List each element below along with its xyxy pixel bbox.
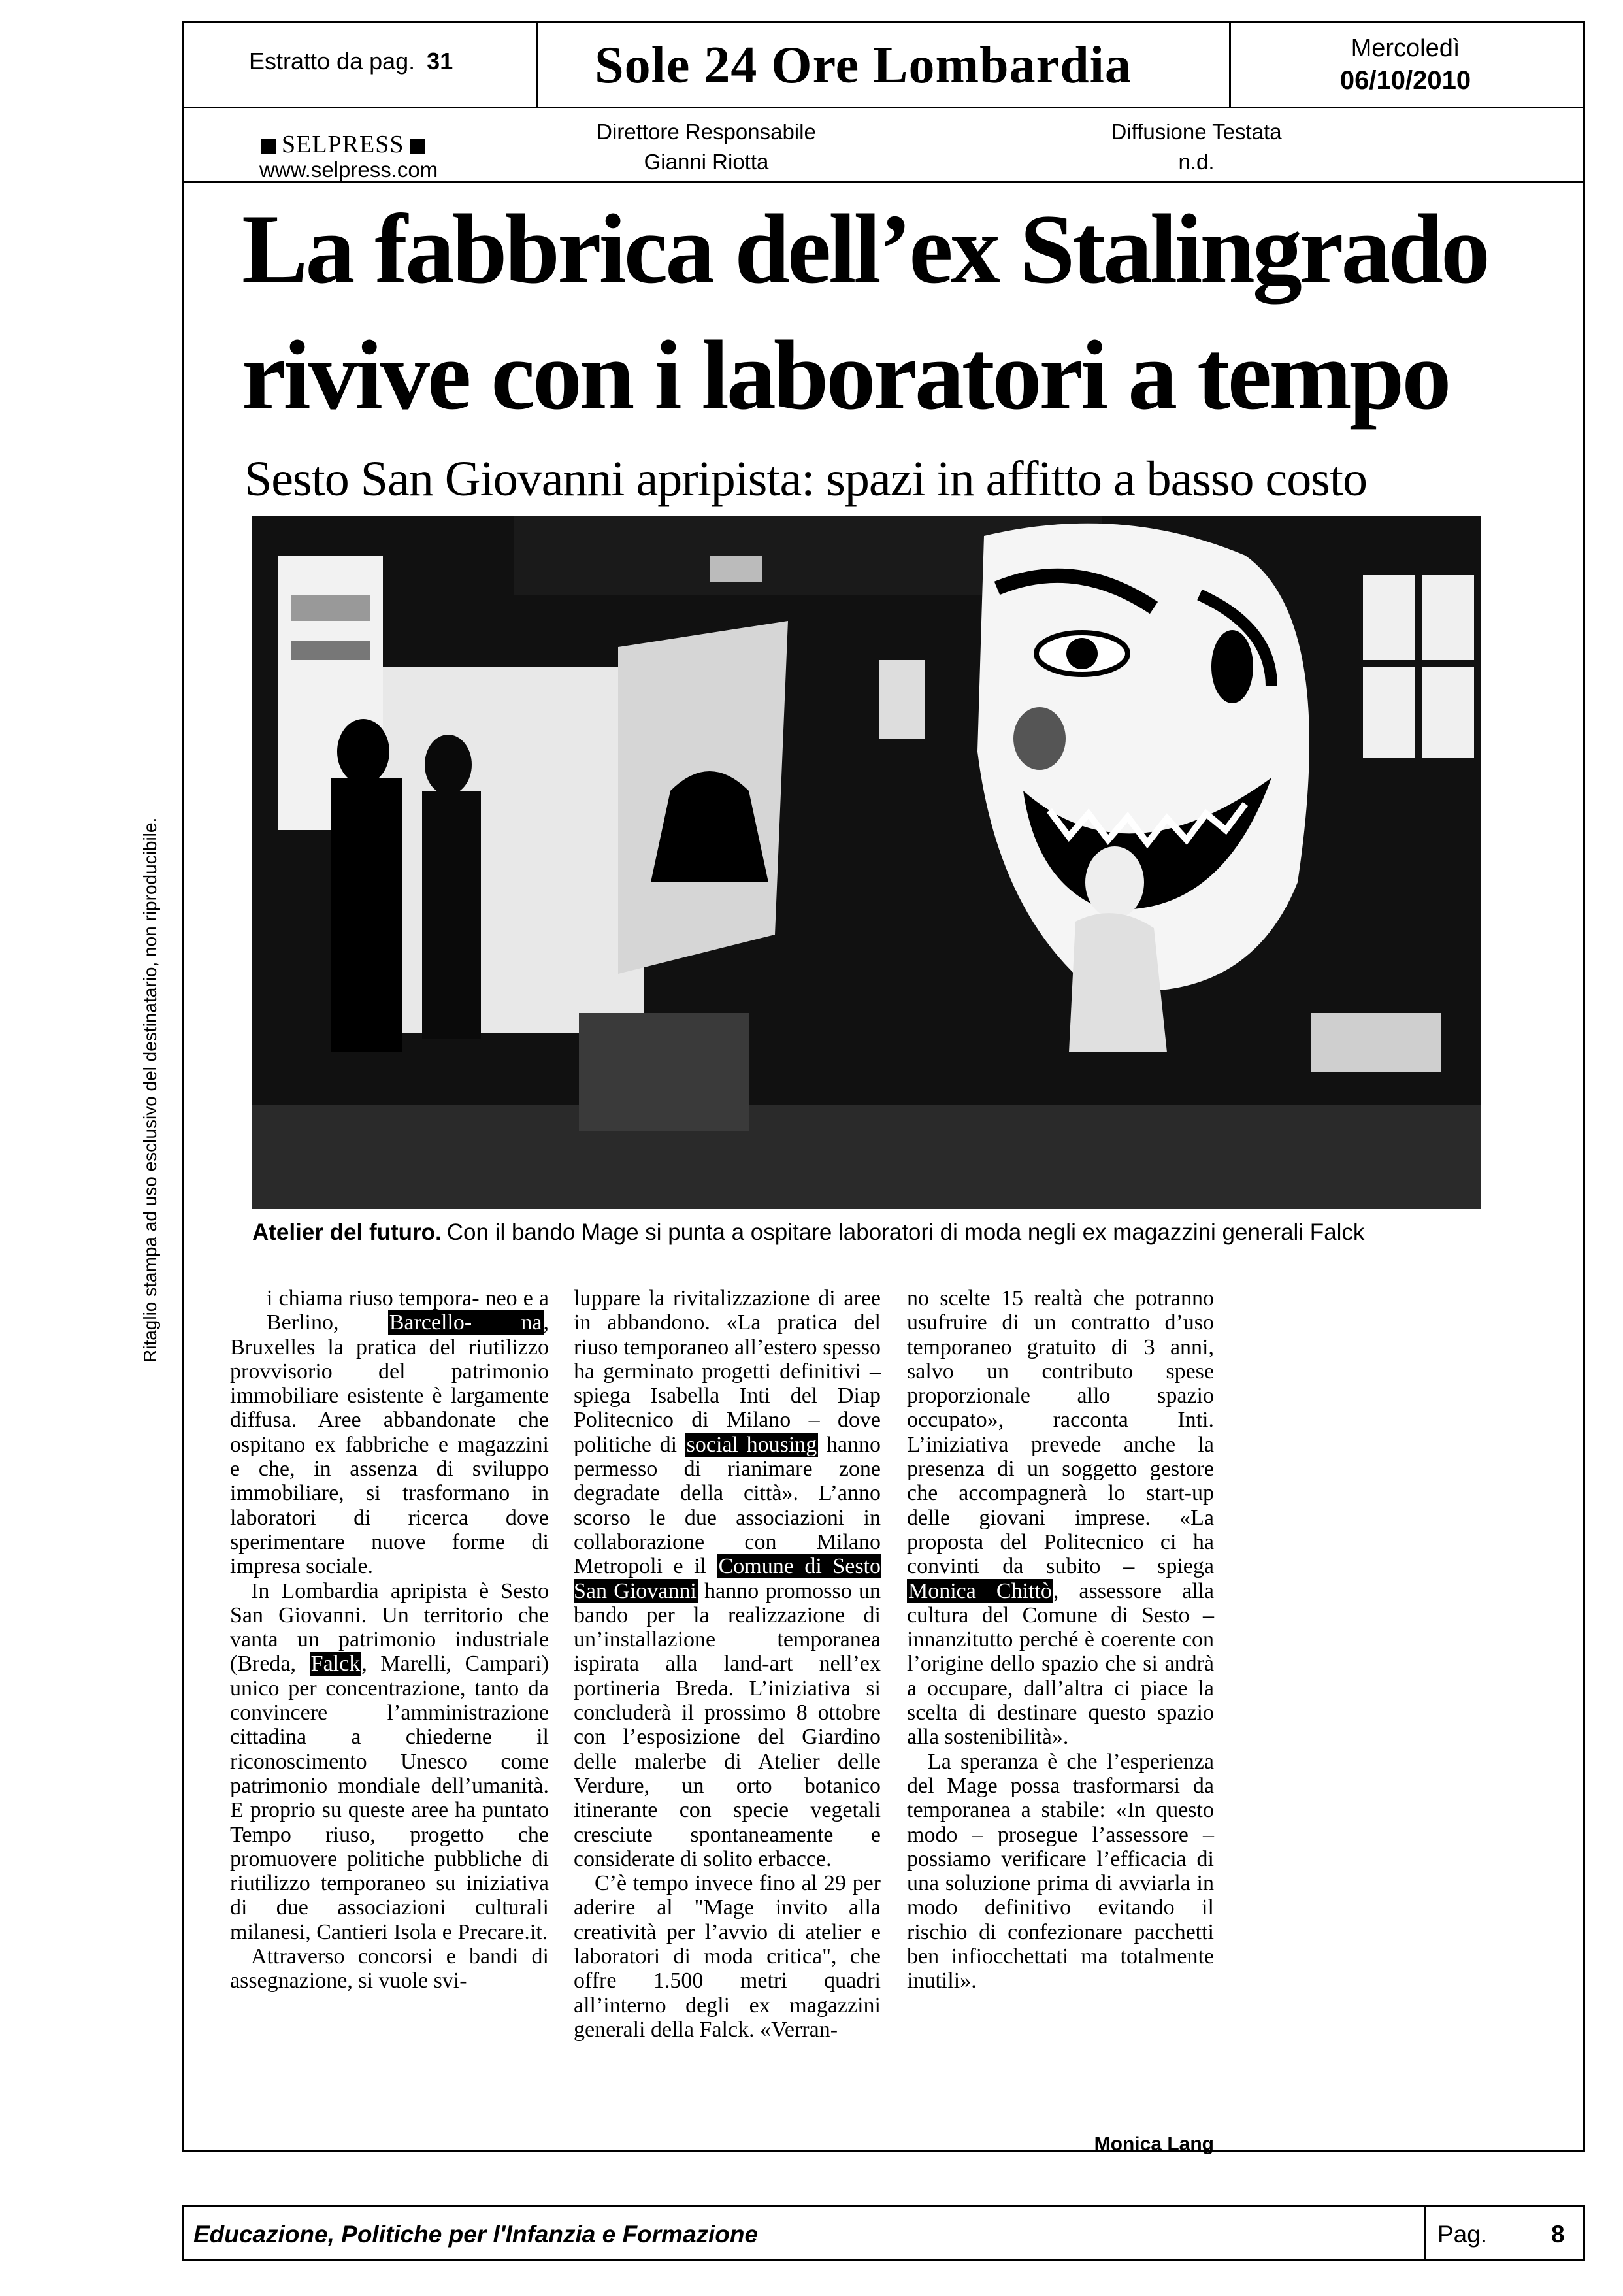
article-column-2 — [574, 1286, 881, 2042]
paragraph: La speranza è che l’esperienza del Mage possa trasformarsi da temporanea a stabile: «In questo modo – prosegue l’assessore – possiamo verificare l’efficacia di una soluzione prima di avviarla in modo definitivo evitando il rischio di confezionare pacchetti ben infiocchettati ma totalmente inutili». — [907, 1749, 1214, 1993]
agency-website: www.selpress.com — [259, 158, 438, 182]
footer-page-label: Pag. — [1437, 2221, 1488, 2248]
diffusion-value: n.d. — [1178, 150, 1215, 174]
diffusion-label: Diffusione Testata — [1111, 120, 1282, 144]
square-icon — [261, 139, 276, 154]
paragraph: C’è tempo invece fino al 29 per aderire al "Mage invito alla creatività per l’avvio di atelier e laboratori di moda critica", che offre 1.500 metri quadri all’interno degli ex magazzini generali della Falck. «Verran- — [574, 1871, 881, 2042]
paragraph: luppare la rivitalizzazione di aree in abbandono. «La pratica del riuso temporaneo all’estero spesso ha germinato progetti definitivi – spiega Isabella Inti del Diap Politecnico di Milano – dove politiche di social housing hanno permesso di rianimare zone degradate della città». L’anno scorso le due associazioni in collaborazione con Milano Metropoli e il Comune di Sesto San Giovanni hanno promosso un bando per la realizzazione di un’installazione temporanea ispirata alla land-art nell’ex portineria Breda. L’iniziativa si concluderà il prossimo 8 ottobre con l’esposizione del Giardino delle malerbe di Atelier delle Verdure, un orto botanico itinerante con specie vegetali cresciute spontaneamente e considerate di solito erbacce. — [574, 1286, 881, 1871]
highlight-monica-chitto: Monica Chittò — [908, 1578, 1052, 1603]
footer-section-name: Educazione, Politiche per l'Infanzia e Formazione — [193, 2221, 759, 2248]
header-divider-horizontal — [184, 107, 1583, 108]
caption-lead: Atelier del futuro. — [252, 1220, 442, 1245]
publication-date: 06/10/2010 — [1339, 66, 1471, 95]
footer-divider — [1424, 2205, 1426, 2261]
dropcap-space — [230, 1286, 267, 1325]
square-icon — [410, 139, 425, 154]
article-column-1 — [230, 1286, 549, 1993]
extract-page-number: 31 — [427, 48, 453, 75]
photo-illustration — [252, 516, 1481, 1209]
agency-logo: SELPRESS — [255, 130, 431, 159]
headline-line-2: rivive con i laboratori a tempo — [242, 320, 1449, 430]
copyright-note: Ritaglio stampa ad uso esclusivo del destinatario, non riproducibile. — [140, 817, 160, 1363]
footer-page-number: 8 — [1551, 2221, 1565, 2248]
paragraph: In Lombardia apripista è Sesto San Giovanni. Un territorio che vanta un patrimonio industriale (Breda, Falck, Marelli, Campari) unico per concentrazione, tanto da convincere l’amministrazione cittadina a chiederne il riconoscimento Unesco come patrimonio mondiale dell’umanità. E proprio su queste aree ha puntato Tempo riuso, progetto che promuovere politiche pubbliche di riutilizzo temporaneo su iniziativa di due associazioni culturali milanesi, Cantieri Isola e Precare.it. — [230, 1578, 549, 1944]
author-byline: Monica Lang — [1094, 2133, 1214, 2155]
highlight-falck: Falck — [310, 1652, 361, 1676]
highlight-social-housing: social housing — [686, 1432, 817, 1457]
director-name: Gianni Riotta — [644, 150, 769, 174]
paragraph: no scelte 15 realtà che potranno usufruire di un contratto d’uso temporaneo gratuito di 3 anni, salvo un contributo spese proporzionale allo spazio occupato», racconta Inti. L’iniziativa prevede anche la presenza di un soggetto gestore che accompagnerà lo start-up delle giovani imprese. «La proposta del Politecnico ci ha convinti da subito – spiega Monica Chittò, assessore alla cultura del Comune di Sesto – innanzitutto perché è coerente con l’origine dello spazio che si andrà a occupare, dall’altra ci piace la scelta di destinare questo spazio alla sostenibilità». — [907, 1286, 1214, 1750]
article-photo — [252, 516, 1481, 1209]
highlight-barcellona: Barcello- na — [389, 1310, 542, 1335]
subheadline: Sesto San Giovanni apripista: spazi in affitto a basso costo — [244, 452, 1367, 507]
paragraph: Attraverso concorsi e bandi di assegnazione, si vuole svi- — [230, 1944, 549, 1993]
weekday: Mercoledì — [1351, 35, 1460, 62]
highlight-comune-sesto: Comune di Sesto San Giovanni — [574, 1554, 881, 1603]
director-label: Direttore Responsabile — [597, 120, 816, 144]
newspaper-title: Sole 24 Ore Lombardia — [595, 37, 1132, 94]
caption-text: Con il bando Mage si punta a ospitare laboratori di moda negli ex magazzini generali Falck — [446, 1220, 1365, 1245]
paragraph: i chiama riuso tempora- neo e a Berlino, Barcello- na, Bruxelles la pratica del riutilizzo provvisorio del patrimonio immobiliare esistente è largamente diffusa. Aree abbandonate che ospitano ex fabbriche e magazzini e che, in assenza di sviluppo immobiliare, si trasformano in laboratori di ricerca dove sperimentare nuove forme di impresa sociale. — [230, 1286, 549, 1579]
headline-line-1: La fabbrica dell’ex Stalingrado — [242, 194, 1488, 304]
photo-caption — [252, 1220, 1364, 1246]
header-box — [182, 21, 1585, 183]
article-column-3 — [907, 1286, 1214, 1993]
extract-page-label: Estratto da pag. 31 — [249, 48, 453, 75]
